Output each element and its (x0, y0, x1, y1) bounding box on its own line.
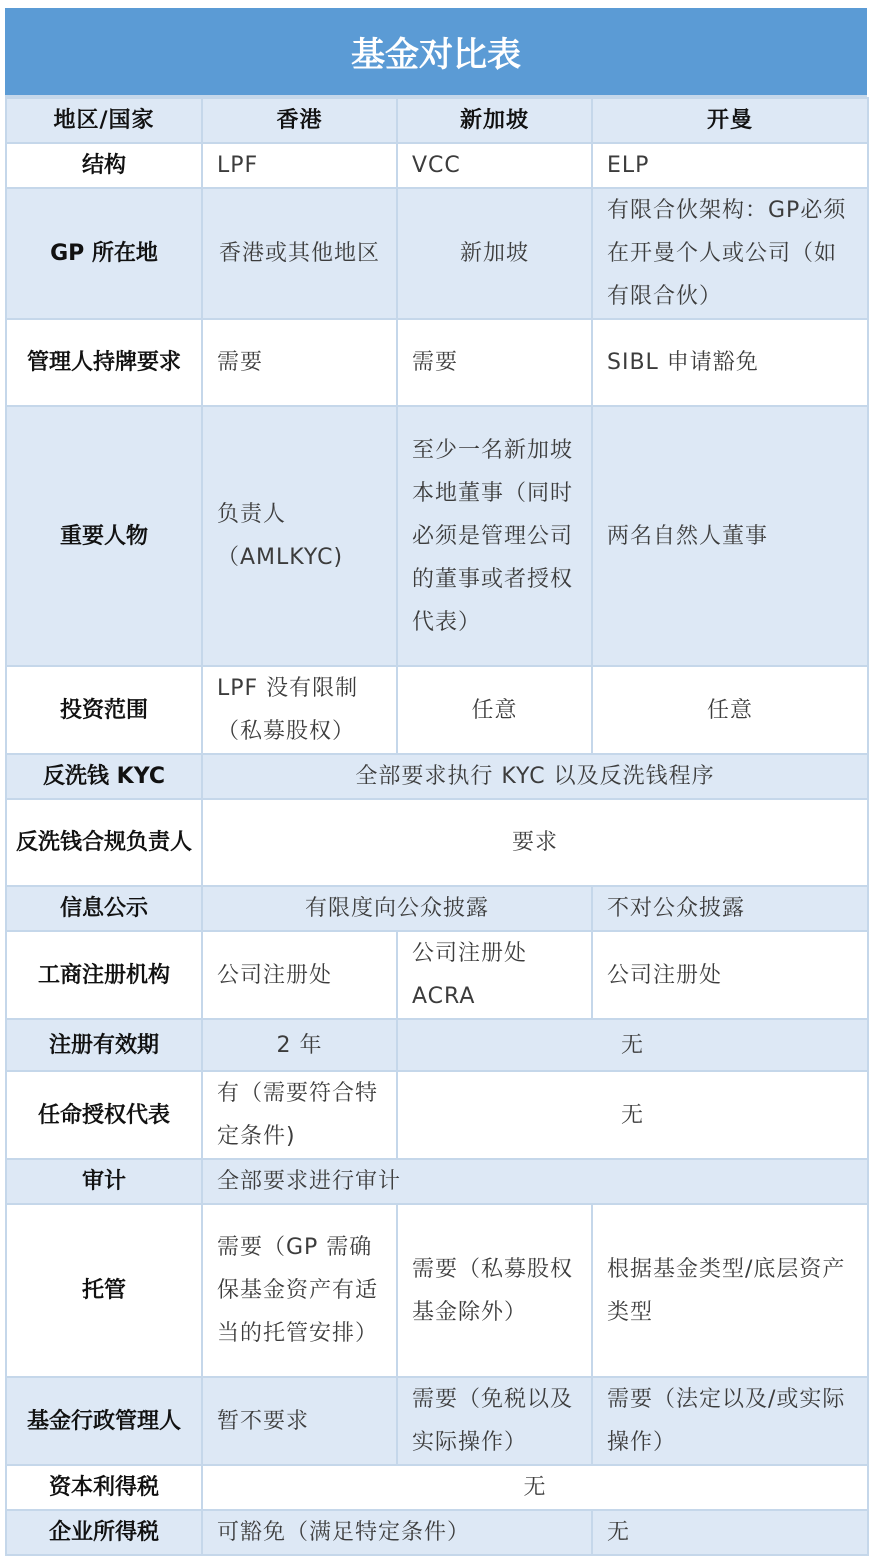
cell-hongkong: 需要 (202, 319, 397, 406)
row-audit (6, 1159, 868, 1204)
cell-hongkong: 需要（GP 需确保基金资产有适当的托管安排） (202, 1204, 397, 1377)
header-singapore: 新加坡 (397, 98, 592, 143)
row-authorized-rep (6, 1071, 868, 1159)
row-label: 资本利得税 (6, 1465, 202, 1510)
cell-hongkong: 负责人（AMLKYC) (202, 406, 397, 666)
cell-singapore: 需要（私募股权基金除外） (397, 1204, 592, 1377)
row-validity (6, 1019, 868, 1071)
cell-hongkong-singapore: 有限度向公众披露 (202, 886, 592, 931)
cell-cayman: 有限合伙架构：GP必须在开曼个人或公司（如有限合伙） (592, 188, 868, 319)
cell-singapore-cayman: 无 (397, 1071, 868, 1159)
header-region: 地区/国家 (6, 98, 202, 143)
row-aml-officer (6, 799, 868, 886)
cell-all: 要求 (202, 799, 868, 886)
row-label: 工商注册机构 (6, 931, 202, 1019)
row-custody (6, 1204, 868, 1377)
cell-cayman: 需要（法定以及/或实际操作） (592, 1377, 868, 1465)
row-disclosure (6, 886, 868, 931)
cell-hongkong-singapore: 可豁免（满足特定条件） (202, 1510, 592, 1555)
row-label: 企业所得税 (6, 1510, 202, 1555)
cell-hongkong: 暂不要求 (202, 1377, 397, 1465)
row-key-persons (6, 406, 868, 666)
cell-singapore-cayman: 无 (397, 1019, 868, 1071)
row-capital-gains-tax (6, 1465, 868, 1510)
row-investment-scope (6, 666, 868, 754)
row-corporate-income-tax (6, 1510, 868, 1555)
cell-cayman: ELP (592, 143, 868, 188)
header-row (6, 98, 868, 143)
cell-cayman: 根据基金类型/底层资产类型 (592, 1204, 868, 1377)
cell-hongkong: 有（需要符合特定条件) (202, 1071, 397, 1159)
cell-cayman: 不对公众披露 (592, 886, 868, 931)
cell-hongkong: LPF (202, 143, 397, 188)
row-registry (6, 931, 868, 1019)
row-label: 反洗钱合规负责人 (6, 799, 202, 886)
cell-hongkong: LPF 没有限制（私募股权） (202, 666, 397, 754)
row-gp-location (6, 188, 868, 319)
cell-hongkong: 2 年 (202, 1019, 397, 1071)
row-label: 重要人物 (6, 406, 202, 666)
cell-hongkong: 香港或其他地区 (202, 188, 397, 319)
row-aml-kyc (6, 754, 868, 799)
row-label: 管理人持牌要求 (6, 319, 202, 406)
row-manager-license (6, 319, 868, 406)
row-label: 任命授权代表 (6, 1071, 202, 1159)
cell-singapore: 需要（免税以及实际操作） (397, 1377, 592, 1465)
cell-singapore: VCC (397, 143, 592, 188)
row-label: 托管 (6, 1204, 202, 1377)
row-label: 结构 (6, 143, 202, 188)
row-label: 基金行政管理人 (6, 1377, 202, 1465)
cell-cayman: 无 (592, 1510, 868, 1555)
cell-cayman: 任意 (592, 666, 868, 754)
row-label: 反洗钱 KYC (6, 754, 202, 799)
table-title: 基金对比表 (5, 8, 867, 97)
cell-singapore: 新加坡 (397, 188, 592, 319)
row-label: GP 所在地 (6, 188, 202, 319)
fund-comparison-table (5, 97, 869, 1556)
header-cayman: 开曼 (592, 98, 868, 143)
cell-hongkong: 公司注册处 (202, 931, 397, 1019)
row-structure (6, 143, 868, 188)
row-label: 审计 (6, 1159, 202, 1204)
cell-cayman: 两名自然人董事 (592, 406, 868, 666)
cell-singapore: 公司注册处 ACRA (397, 931, 592, 1019)
cell-cayman: SIBL 申请豁免 (592, 319, 868, 406)
cell-singapore: 至少一名新加坡本地董事（同时必须是管理公司的董事或者授权代表） (397, 406, 592, 666)
row-label: 注册有效期 (6, 1019, 202, 1071)
row-label: 投资范围 (6, 666, 202, 754)
cell-cayman: 公司注册处 (592, 931, 868, 1019)
cell-singapore: 任意 (397, 666, 592, 754)
cell-singapore: 需要 (397, 319, 592, 406)
header-hongkong: 香港 (202, 98, 397, 143)
cell-all: 全部要求执行 KYC 以及反洗钱程序 (202, 754, 868, 799)
cell-all: 全部要求进行审计 (202, 1159, 868, 1204)
row-label: 信息公示 (6, 886, 202, 931)
cell-all: 无 (202, 1465, 868, 1510)
comparison-document (5, 8, 867, 1556)
row-fund-administrator (6, 1377, 868, 1465)
